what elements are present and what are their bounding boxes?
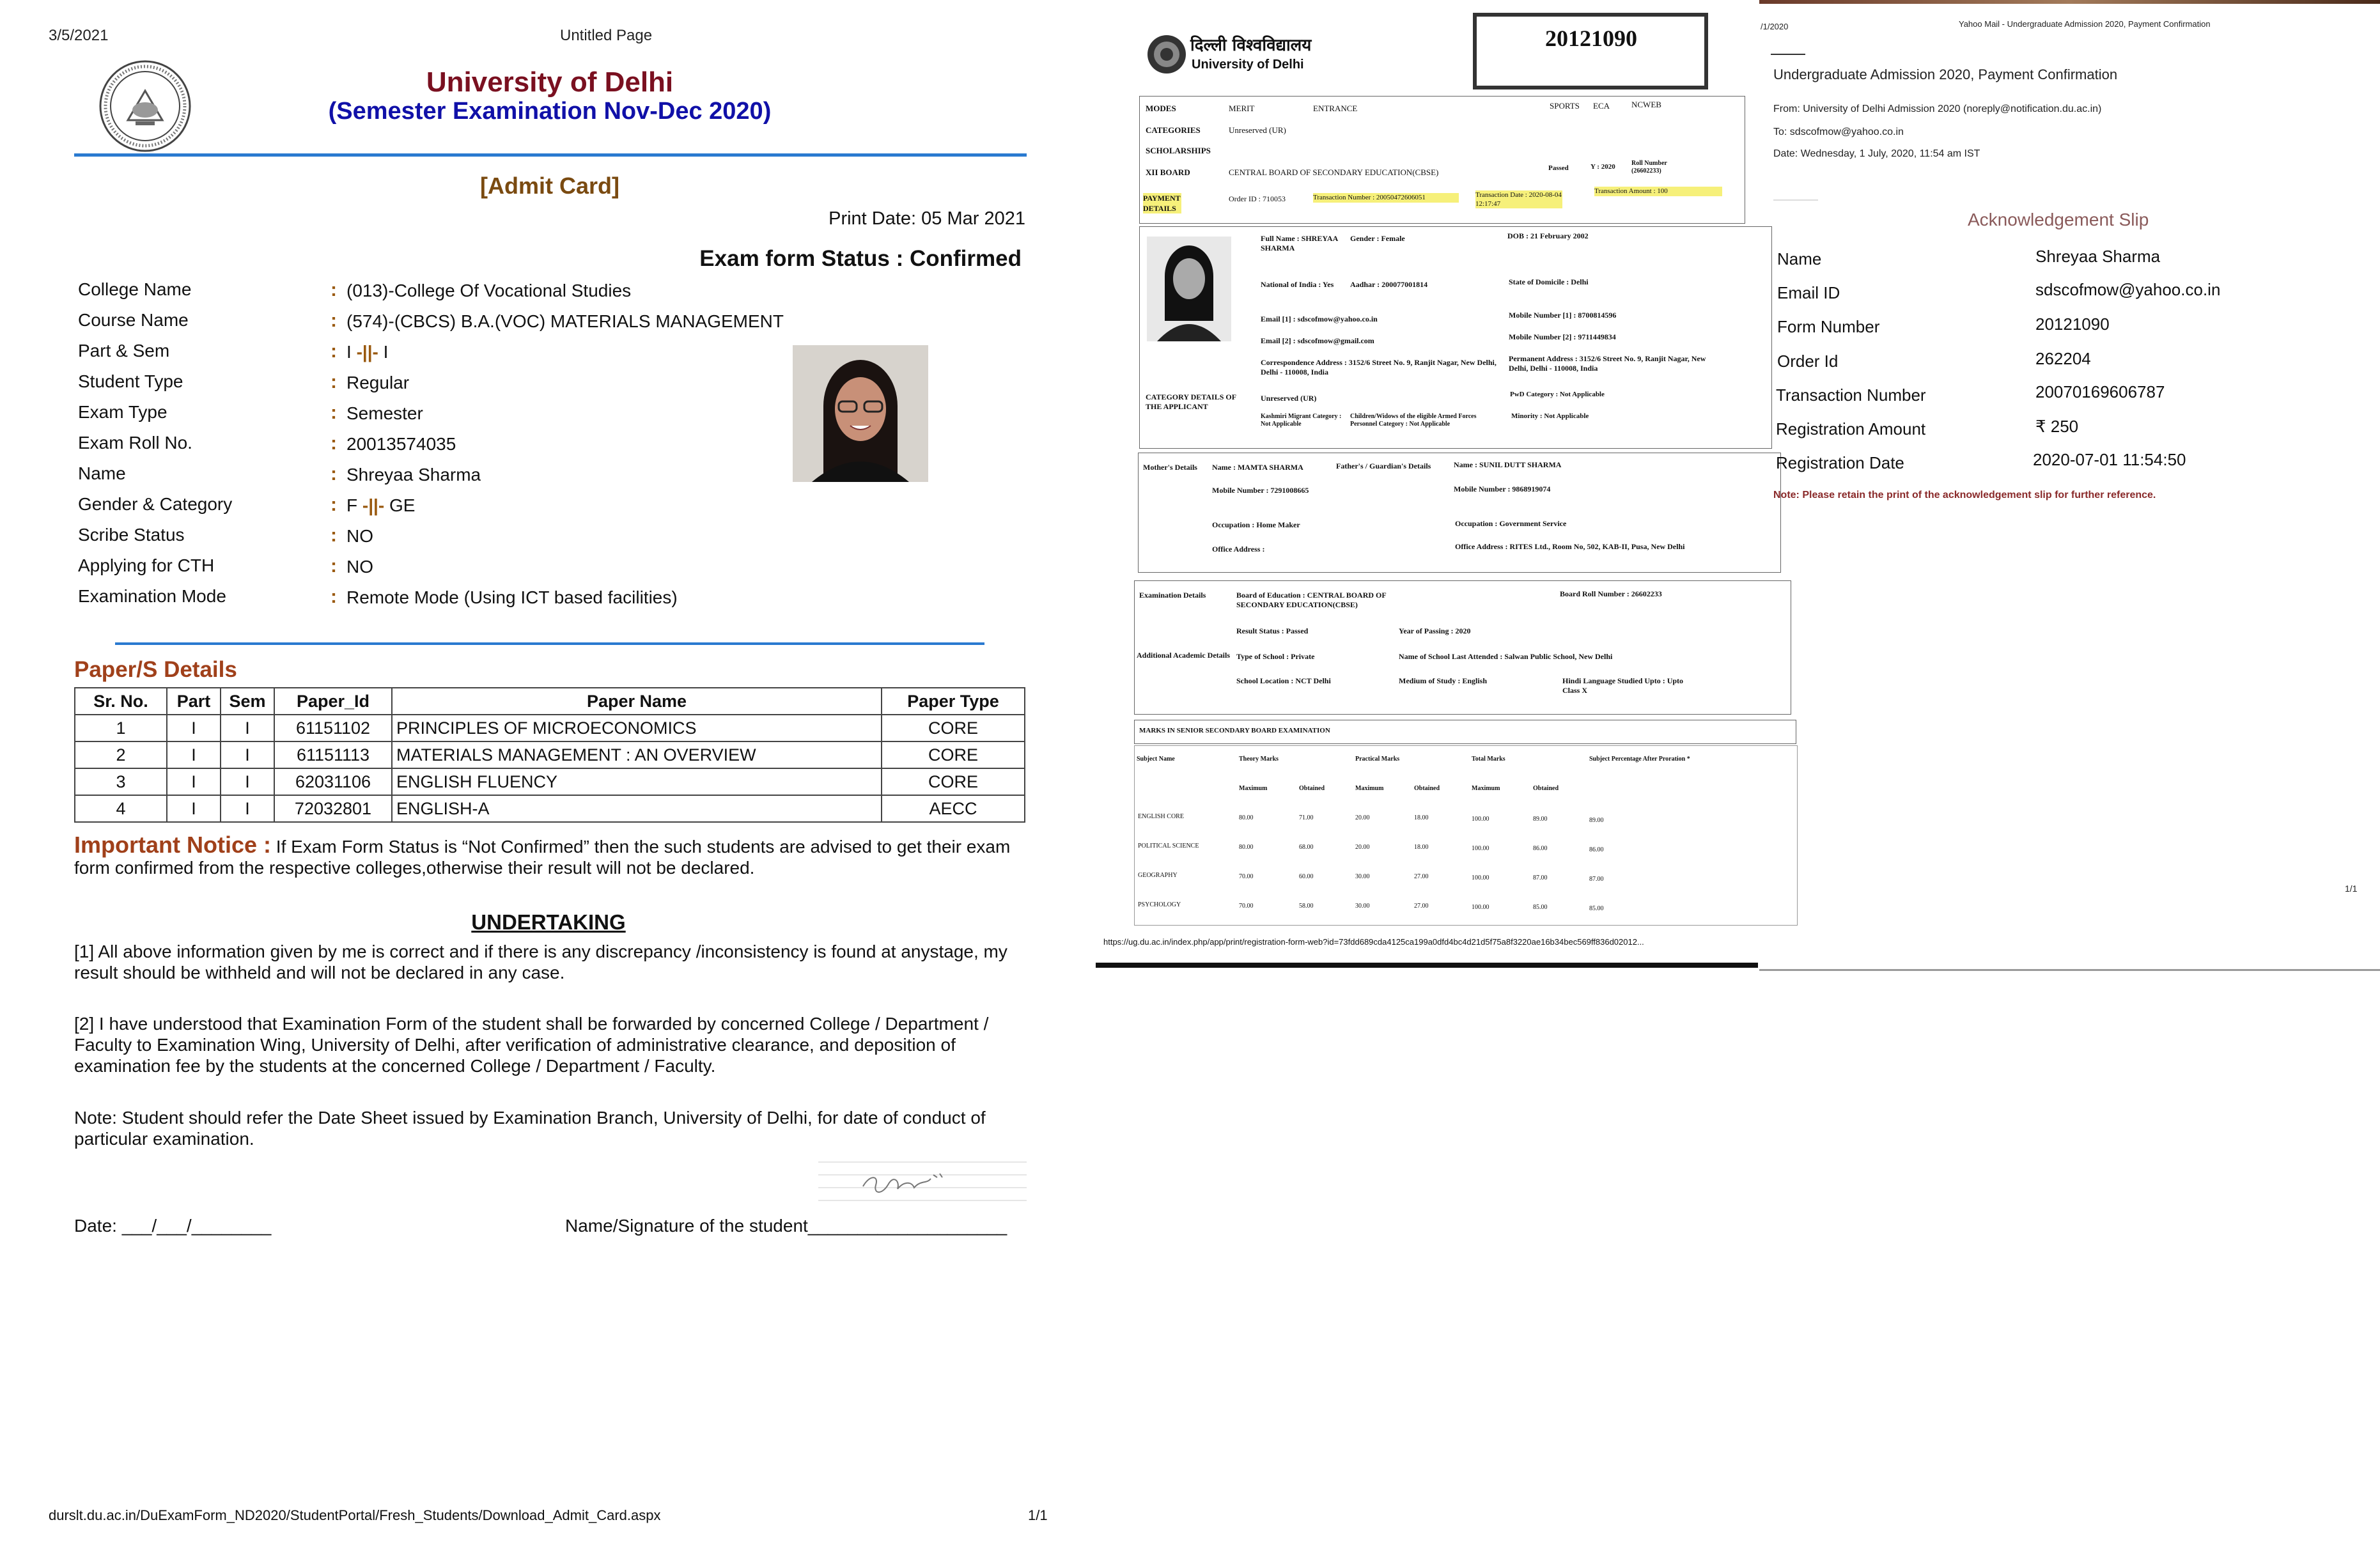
- ack-value: ₹ 250: [2035, 417, 2079, 436]
- mother-mobile: Mobile Number : 7291008665: [1212, 486, 1309, 495]
- exam-mode-value: Remote Mode (Using ICT based facilities): [346, 587, 678, 607]
- field-label: Applying for CTH: [78, 555, 215, 575]
- univ-hindi-name: दिल्ली विश्वविद्यालय: [1190, 36, 1312, 55]
- university-seal-icon: [1146, 33, 1188, 75]
- mark-cell: 30.00: [1355, 903, 1370, 910]
- mark-cell: 100.00: [1472, 904, 1489, 911]
- cell: I: [221, 795, 274, 822]
- signature-image: [818, 1156, 1027, 1211]
- marks-subheader: Obtained: [1299, 785, 1325, 792]
- cell: 72032801: [274, 795, 392, 822]
- mark-cell: 100.00: [1472, 874, 1489, 881]
- subject-name: POLITICAL SCIENCE: [1138, 842, 1199, 850]
- scan-top-edge: [1759, 0, 2380, 4]
- mark-cell: 70.00: [1239, 873, 1254, 880]
- year-short: Y : 2020: [1591, 163, 1615, 171]
- scan-bottom-edge: [1759, 969, 2380, 971]
- cell: I: [167, 715, 221, 741]
- mother-name: Name : MAMTA SHARMA: [1212, 463, 1303, 472]
- state-of-domicile: State of Domicile : Delhi: [1509, 277, 1589, 286]
- marks-subheader: Obtained: [1533, 785, 1559, 792]
- ack-label: Order Id: [1777, 352, 1839, 371]
- part-sem-value: [346, 342, 388, 362]
- date-line: Date: ___/___/________: [74, 1216, 272, 1236]
- minority: Minority : Not Applicable: [1511, 412, 1589, 420]
- ack-note: Note: Please retain the print of the acknowledgement slip for further reference.: [1773, 490, 2156, 501]
- order-id: Order ID : 710053: [1229, 194, 1286, 203]
- table-row: [75, 768, 1025, 795]
- father-mobile: Mobile Number : 9868919074: [1454, 485, 1551, 493]
- field-colon: :: [331, 310, 337, 331]
- father-label: Father's / Guardian's Details: [1336, 462, 1431, 470]
- cell: CORE: [882, 715, 1025, 741]
- university-name: University of Delhi: [426, 66, 674, 98]
- ack-date: Date: Wednesday, 1 July, 2020, 11:54 am IST: [1773, 148, 1980, 159]
- applicant-photo: [1147, 237, 1231, 341]
- field-label: Exam Type: [78, 402, 167, 422]
- email-2: Email [2] : sdscofmow@gmail.com: [1261, 336, 1374, 345]
- ack-value: Shreyaa Sharma: [2035, 247, 2161, 266]
- field-colon: :: [331, 494, 337, 515]
- mark-cell: 86.00: [1589, 846, 1604, 853]
- divider: [1773, 199, 1818, 201]
- mark-cell: 20.00: [1355, 844, 1370, 851]
- marks-header: Subject Percentage After Proration *: [1589, 756, 1690, 763]
- mother-label: Mother's Details: [1143, 463, 1197, 472]
- field-label: Name: [78, 463, 126, 483]
- field-colon: :: [331, 525, 337, 546]
- separator: -||-: [362, 495, 385, 515]
- mark-cell: 100.00: [1472, 816, 1489, 823]
- column-header: Sr. No.: [75, 688, 167, 715]
- field-label: Part & Sem: [78, 341, 170, 361]
- categories-label: CATEGORIES: [1146, 125, 1201, 135]
- cell: ENGLISH-A: [392, 795, 882, 822]
- transaction-number: Transaction Number : 20050472606051: [1313, 193, 1459, 203]
- mode-item: SPORTS: [1550, 101, 1580, 111]
- ack-from: From: University of Delhi Admission 2020 (noreply@notification.du.ac.in): [1773, 104, 2102, 114]
- exam-form-status: Exam form Status : Confirmed: [699, 246, 1022, 271]
- categories-value: Unreserved (UR): [1229, 125, 1286, 135]
- exam-type-value: Semester: [346, 403, 423, 423]
- mark-cell: 100.00: [1472, 845, 1489, 852]
- mark-cell: 68.00: [1299, 844, 1314, 851]
- registration-form-scan: [1094, 0, 1759, 978]
- gender: Gender : Female: [1350, 234, 1405, 243]
- category-details-label: CATEGORY DETAILS OF THE APPLICANT: [1146, 392, 1236, 411]
- correspondence-address: Correspondence Address : 3152/6 Street No. 9, Ranjit Nagar, New Delhi, Delhi - 110008, India: [1261, 358, 1497, 376]
- mobile-1: Mobile Number [1] : 8700814596: [1509, 311, 1617, 320]
- separator: -||-: [356, 342, 378, 362]
- field-colon: :: [331, 402, 337, 423]
- field-label: Scribe Status: [78, 525, 185, 545]
- mark-cell: 60.00: [1299, 873, 1314, 880]
- form-number-box: [1473, 13, 1708, 89]
- field-colon: :: [331, 371, 337, 392]
- ack-label: Email ID: [1777, 283, 1840, 302]
- table-row: [75, 741, 1025, 768]
- university-seal-icon: [97, 59, 193, 153]
- ack-value: 262204: [2035, 349, 2091, 368]
- field-label: College Name: [78, 279, 192, 299]
- cell: 4: [75, 795, 167, 822]
- mark-cell: 18.00: [1414, 844, 1429, 851]
- xii-board-value: CENTRAL BOARD OF SECONDARY EDUCATION(CBSE): [1229, 167, 1439, 177]
- section-rule: [115, 642, 984, 645]
- column-header: Part: [167, 688, 221, 715]
- ack-label: Registration Amount: [1776, 419, 1926, 438]
- permanent-address: Permanent Address : 3152/6 Street No. 9, Ranjit Nagar, New Delhi, Delhi - 110008, India: [1509, 354, 1706, 373]
- column-header: Sem: [221, 688, 274, 715]
- board-roll-number: Board Roll Number : 26602233: [1560, 589, 1662, 598]
- mark-cell: 87.00: [1533, 874, 1548, 881]
- semester-title: (Semester Examination Nov-Dec 2020): [328, 98, 772, 125]
- ack-header-left: /1/2020: [1761, 22, 1789, 31]
- ack-page: 1/1: [2345, 883, 2358, 894]
- ack-label: Transaction Number: [1776, 385, 1926, 405]
- mode-item: ECA: [1593, 101, 1610, 111]
- mark-cell: 20.00: [1355, 814, 1370, 821]
- father-office: Office Address : RITES Ltd., Room No, 502, KAB-II, Pusa, New Delhi: [1455, 542, 1685, 551]
- category-value: GE: [389, 495, 416, 515]
- acknowledgement-page: [1759, 0, 2380, 978]
- print-header-date: 3/5/2021: [49, 27, 109, 44]
- field-colon: :: [331, 555, 337, 577]
- admit-card-title: [Admit Card]: [480, 173, 619, 199]
- footer-page: 1/1: [1028, 1507, 1048, 1523]
- ack-header-right: Yahoo Mail - Undergraduate Admission 2020, Payment Confirmation: [1959, 19, 2211, 29]
- national-of-india: National of India : Yes: [1261, 280, 1334, 289]
- school-last-attended: Name of School Last Attended : Salwan Public School, New Delhi: [1399, 652, 1613, 661]
- scribe-status-value: NO: [346, 526, 373, 546]
- undertaking-1: [1] All above information given by me is correct and if there is any discrepancy /inconsistency is found at anystage, my result should be withheld and will not be declared in any case.: [74, 942, 1007, 982]
- cell: PRINCIPLES OF MICROECONOMICS: [392, 715, 882, 741]
- mark-cell: 85.00: [1533, 904, 1548, 911]
- full-name: Full Name : SHREYAA SHARMA: [1261, 234, 1338, 252]
- marks-header: Subject Name: [1137, 756, 1175, 763]
- undertaking-title: UNDERTAKING: [471, 910, 626, 934]
- name-value: Shreyaa Sharma: [346, 465, 481, 485]
- part-value: I: [346, 342, 352, 362]
- exam-block: [1134, 580, 1791, 715]
- payment-label: PAYMENT DETAILS: [1143, 194, 1181, 213]
- mobile-2: Mobile Number [2] : 9711449834: [1509, 332, 1616, 341]
- important-notice: [74, 834, 1027, 878]
- ack-label: Registration Date: [1776, 453, 1904, 472]
- mark-cell: 89.00: [1589, 817, 1604, 824]
- ack-slip-title: Acknowledgement Slip: [1968, 210, 2149, 229]
- papers-title: Paper/S Details: [74, 657, 237, 682]
- mark-cell: 58.00: [1299, 903, 1314, 910]
- cell: ENGLISH FLUENCY: [392, 768, 882, 795]
- board-of-education: Board of Education : CENTRAL BOARD OF SECONDARY EDUCATION(CBSE): [1236, 591, 1387, 609]
- mark-cell: 27.00: [1414, 903, 1429, 910]
- cell: MATERIALS MANAGEMENT : AN OVERVIEW: [392, 741, 882, 768]
- field-label: Exam Roll No.: [78, 433, 192, 453]
- subject-name: PSYCHOLOGY: [1138, 901, 1181, 908]
- cth-value: NO: [346, 557, 373, 577]
- armed-forces: Children/Widows of the eligible Armed Forces Personnel Category : Not Applicable: [1350, 413, 1477, 428]
- column-header: Paper Type: [882, 688, 1025, 715]
- undertaking-2: [2] I have understood that Examination Form of the student shall be forwarded by concerned College / Department / Faculty to Examination Wing, University of Delhi, after verification of administrative clearance, and deposition of examination fee by the students at the concerned College / Department / Faculty.: [74, 1014, 989, 1076]
- cell: I: [221, 715, 274, 741]
- column-header: Paper Name: [392, 688, 882, 715]
- univ-english-name: University of Delhi: [1192, 58, 1304, 72]
- email-1: Email [1] : sdscofmow@yahoo.co.in: [1261, 314, 1378, 323]
- father-occupation: Occupation : Government Service: [1455, 519, 1567, 528]
- field-colon: :: [331, 341, 337, 362]
- print-header-title: Untitled Page: [560, 27, 653, 44]
- subject-name: GEOGRAPHY: [1138, 872, 1178, 879]
- mark-cell: 85.00: [1589, 905, 1604, 912]
- footer-url: durslt.du.ac.in/DuExamForm_ND2020/StudentPortal/Fresh_Students/Download_Admit_Card.aspx: [49, 1507, 661, 1523]
- signature-line: Name/Signature of the student____________________: [565, 1216, 1007, 1236]
- passed-label: Passed: [1548, 164, 1569, 172]
- pwd-category: PwD Category : Not Applicable: [1510, 391, 1605, 398]
- field-colon: :: [331, 433, 337, 454]
- cell: CORE: [882, 741, 1025, 768]
- mark-cell: 80.00: [1239, 814, 1254, 821]
- mark-cell: 71.00: [1299, 814, 1314, 821]
- subject-name: ENGLISH CORE: [1138, 813, 1184, 820]
- hindi-studied: Hindi Language Studied Upto : Upto Class X: [1562, 676, 1684, 695]
- dob: DOB : 21 February 2002: [1507, 231, 1589, 240]
- result-status: Result Status : Passed: [1236, 626, 1309, 635]
- school-location: School Location : NCT Delhi: [1236, 676, 1331, 685]
- roll-short: Roll Number (26602233): [1631, 160, 1667, 175]
- ack-value: sdscofmow@yahoo.co.in: [2035, 280, 2221, 299]
- marks-subheader: Maximum: [1355, 785, 1384, 792]
- mark-cell: 89.00: [1533, 816, 1548, 823]
- mark-cell: 80.00: [1239, 844, 1254, 851]
- marks-subheader: Maximum: [1472, 785, 1500, 792]
- cell: 61151113: [274, 741, 392, 768]
- cell: I: [167, 795, 221, 822]
- mark-cell: 87.00: [1589, 876, 1604, 883]
- notice-text: If Exam Form Status is “Not Confirmed” then the such students are advised to get their exam form confirmed from the respective colleges,otherwise their result will not be declared.: [74, 837, 1011, 878]
- academic-details-label: Additional Academic Details: [1137, 651, 1230, 660]
- cell: AECC: [882, 795, 1025, 822]
- ack-value: 20121090: [2035, 314, 2110, 334]
- papers-table: [74, 687, 1025, 823]
- sem-value: I: [383, 342, 389, 362]
- field-colon: :: [331, 463, 337, 485]
- field-label: Student Type: [78, 371, 183, 391]
- ack-subject: Undergraduate Admission 2020, Payment Confirmation: [1773, 66, 2118, 82]
- mode-item: MERIT: [1229, 104, 1255, 113]
- medium-of-study: Medium of Study : English: [1399, 676, 1488, 685]
- cell: 2: [75, 741, 167, 768]
- ack-value: 20070169606787: [2035, 382, 2165, 401]
- aadhar: Aadhar : 200077001814: [1350, 280, 1428, 289]
- table-header-row: [75, 688, 1025, 715]
- mother-occupation: Occupation : Home Maker: [1212, 520, 1300, 529]
- field-label: Course Name: [78, 310, 189, 330]
- kashmiri-migrant: Kashmiri Migrant Category : Not Applicable: [1261, 413, 1342, 428]
- cell: I: [221, 768, 274, 795]
- school-type: Type of School : Private: [1236, 652, 1315, 661]
- course-name-value: (574)-(CBCS) B.A.(VOC) MATERIALS MANAGEMENT: [346, 311, 784, 331]
- table-row: [75, 715, 1025, 741]
- student-photo: [793, 345, 928, 482]
- gender-value: F: [346, 495, 358, 515]
- marks-header: Theory Marks: [1239, 756, 1279, 763]
- field-colon: :: [331, 279, 337, 300]
- xii-board-label: XII BOARD: [1146, 167, 1190, 177]
- cell: I: [167, 741, 221, 768]
- transaction-amount: Transaction Amount : 100: [1594, 187, 1722, 196]
- notice-label: Important Notice :: [74, 832, 272, 858]
- marks-table: [1134, 745, 1798, 926]
- mother-office: Office Address :: [1212, 545, 1265, 554]
- cell: CORE: [882, 768, 1025, 795]
- cell: 3: [75, 768, 167, 795]
- form-footer-url: https://ug.du.ac.in/index.php/app/print/registration-form-web?id=73fdd689cda4125ca199a0dfd4bc4d21d5f75a8f3220ae16b34bec569ff836d02012...: [1103, 937, 1644, 947]
- mark-cell: 86.00: [1533, 845, 1548, 852]
- field-label: Gender & Category: [78, 494, 233, 514]
- field-colon: :: [331, 586, 337, 607]
- marks-title: MARKS IN SENIOR SECONDARY BOARD EXAMINATION: [1139, 727, 1330, 734]
- mode-item: ENTRANCE: [1313, 104, 1358, 113]
- marks-header: Practical Marks: [1355, 756, 1400, 763]
- year-of-passing: Year of Passing : 2020: [1399, 626, 1471, 635]
- table-row: [75, 795, 1025, 822]
- marks-subheader: Obtained: [1414, 785, 1440, 792]
- field-label: Examination Mode: [78, 586, 226, 606]
- marks-header: Total Marks: [1472, 756, 1505, 763]
- exam-roll-value: 20013574035: [346, 434, 456, 454]
- cell: 61151102: [274, 715, 392, 741]
- print-date: Print Date: 05 Mar 2021: [828, 208, 1025, 229]
- modes-label: MODES: [1146, 104, 1176, 113]
- college-name-value: (013)-College Of Vocational Studies: [346, 281, 632, 300]
- cell: 1: [75, 715, 167, 741]
- column-header: Paper_Id: [274, 688, 392, 715]
- ack-label: Name: [1777, 249, 1822, 268]
- marks-subheader: Maximum: [1239, 785, 1268, 792]
- ack-to: To: sdscofmow@yahoo.co.in: [1773, 127, 1904, 137]
- mark-cell: 27.00: [1414, 873, 1429, 880]
- transaction-date: Transaction Date : 2020-08-04 12:17:47: [1475, 191, 1562, 208]
- father-name: Name : SUNIL DUTT SHARMA: [1454, 460, 1562, 469]
- mail-mark: [1771, 54, 1805, 55]
- exam-details-label: Examination Details: [1139, 591, 1206, 600]
- form-number: 20121090: [1545, 26, 1637, 51]
- scan-edge: [1096, 963, 1758, 968]
- cell: I: [221, 741, 274, 768]
- ack-label: Form Number: [1777, 317, 1880, 336]
- ack-value: 2020-07-01 11:54:50: [2033, 450, 2186, 469]
- scholarships-label: SCHOLARSHIPS: [1146, 146, 1211, 155]
- mode-item: NCWEB: [1631, 100, 1661, 109]
- cell: 62031106: [274, 768, 392, 795]
- header-rule: [74, 153, 1027, 157]
- mark-cell: 18.00: [1414, 814, 1429, 821]
- admit-card-page: [0, 0, 1093, 1552]
- date-sheet-note: Note: Student should refer the Date Sheet issued by Examination Branch, University of Delhi, for date of conduct of particular examination.: [74, 1108, 986, 1149]
- student-type-value: Regular: [346, 373, 410, 392]
- gender-category-value: [346, 495, 415, 516]
- mark-cell: 30.00: [1355, 873, 1370, 880]
- cell: I: [167, 768, 221, 795]
- category-value: Unreserved (UR): [1261, 394, 1317, 403]
- mark-cell: 70.00: [1239, 903, 1254, 910]
